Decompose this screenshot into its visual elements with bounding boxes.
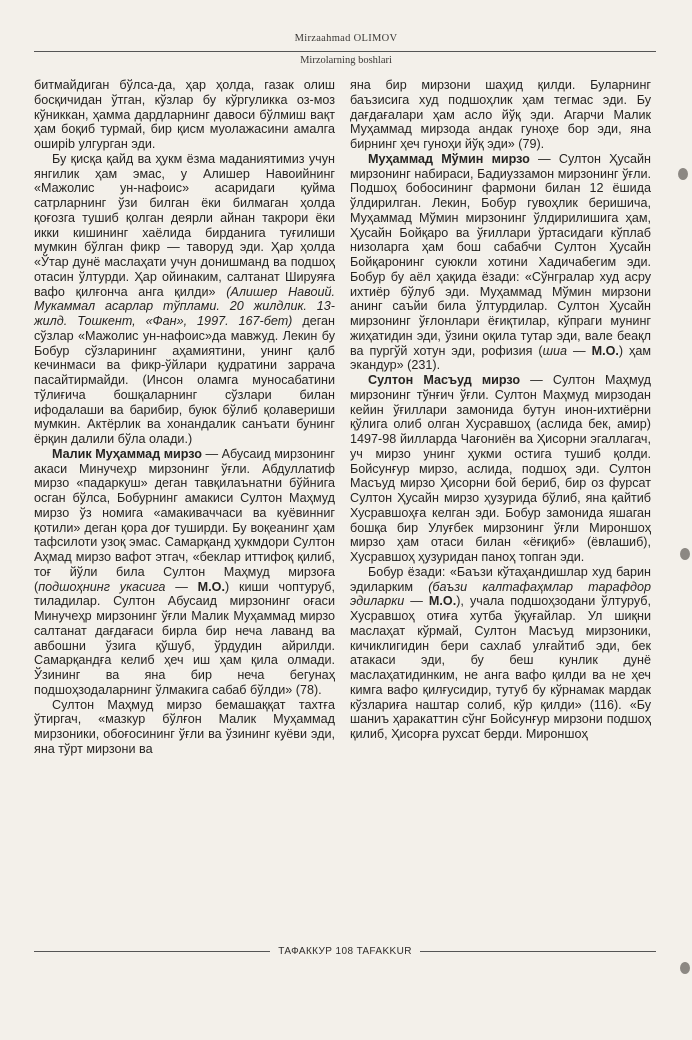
footer-rule-left: [34, 951, 270, 952]
citation: (Алишер Навоий. Мукаммал асарлар тўплами. 20 жилдлик. 13-жилд. Тошкент, «Фан», 1997. 167-бет): [34, 284, 335, 328]
page-number: ТАФАККУР 108 TAFAKKUR: [278, 945, 412, 957]
paragraph: яна бир мирзони шаҳид қилди. Буларнинг баъзисига худ подшоҳлик ҳам тегмас эди. Бу дағдағалари ҳам асло йўқ эди. Агарчи Малик Муҳаммад мирзода андак гуноҳе бор эди, яна бирнинг ҳеч гуноҳи йўқ эди» (79).: [350, 78, 651, 151]
paragraph: Султон Маҳмуд мирзо бемашаққат тахтға ўтиргач, «мазкур бўлғон Малик Муҳаммад мирзоники, обоғосининг ўғли ва ўзининг куёви эди, яна тўрт мирзони ва: [34, 697, 335, 756]
entry-heading: Малик Муҳаммад мирзо: [52, 446, 202, 461]
paragraph: Малик Муҳаммад мирзо — Абусаид мирзонинг акаси Минучеҳр мирзонинг ўғли. Абдуллатиф мирзо «падаркуш» деган тавқилаънатни бўйнига осган бўлса, Бобурнинг амакиси Султон Маҳмуд мирзо ўз номига «амакиваччаси ва куёвинниг қотили» деган қора доғ туширди. Бу воқеанинг ҳам тафсилоти узоқ эмас. Самарқанд ҳукмдори Султон Аҳмад мирзо вафот этгач, «беклар иттифоқ қилиб, тоғ йўли била Султон Маҳмуд мирзоға (подшоҳнинг укасига — М.О.) киши чоптуруб, тиладилар. Султон Абусаид мирзонинг оғаси Минучеҳр мирзонинг ўғли Малик Муҳаммад мирзо салтанат дағдағаси бирла бир неча лаванд ва авбошни ўзига қўшуб, ўрдудин айрилди. Самарқандға келиб ҳеч иш ҳам қила олмади. Ўзининг ва яна бир неча бегунаҳ подшоҳзодаларнинг ўлмакига сабаб бўлди» (78).: [34, 446, 335, 697]
author-initials: М.О.: [197, 579, 225, 594]
running-header-section: Mirzolarning boshlari: [300, 55, 392, 66]
paragraph: Муҳаммад Мўмин мирзо — Султон Ҳусайн мирзонинг набираси, Бадиуззамон мирзонинг ўғли. Подшоҳ бобосининг фармони билан 12 ёшида ўлдирилган. Лекин, Бобур гувоҳлик беришича, Муҳаммад Мўмин мирзонинг ўлдирилишига ҳам, Ҳусайн Бойқаро ва ўғиллари ўртасидаги кўплаб низоларга ҳам бош сабабчи Султон Ҳусайн Бойқаронинг суюкли хотини Хадичабегим эди. Бобур бу аёл ҳақида ёзади: «Сўнгралар худ асру ихтиёр бўлуб эди. Муҳаммад Мўмин мирзони анинг саъйи била ўлтурдилар. Султон Ҳусайн мирзонинг ўғлонлари ёғиқтилар, кўпраги мунинг жиҳатидин эди, ўзини оқила тутар эди, вале беақл ва пургўй хотун эди, рофизия (шиа — М.О.) ҳам экандур» (231).: [350, 151, 651, 373]
author-initials: М.О.: [591, 343, 619, 358]
left-column: [34, 78, 335, 757]
footer-rule-right: [420, 951, 656, 952]
inline-gloss: подшоҳнинг укасига: [38, 579, 166, 594]
punch-hole-mark: [678, 168, 688, 180]
paragraph: битмайдиган бўлса-да, ҳар ҳолда, газак олиш босқичидан ўтган, кўзлар бу кўргуликка оз-моз кўниккан, ҳамма дардларнинг давоси бўлмиш вақт ҳам боқиб турмай, бир қисм муолажасини амалга оширib улгурган эди.: [34, 78, 335, 151]
running-header-author: Mirzaahmad OLIMOV: [294, 33, 398, 44]
paragraph: Бобур ёзади: «Баъзи кўтаҳандишлар худ барин эдиларким (баъзи калтафаҳмлар тарафдор эдиларки — М.О.), учала подшоҳзодани ўлтуруб, Хусравшоҳ отиға хутба ўқуғайлар. Ул шиқни маслаҳат кўрмай, Султон Масъуд мирзоники, кичиклигидин бери сахлаб улғайтиб эди, бек атакаси эди, бу беш кунлик дунё маслаҳатидинким, не анга вафо қилди ва не ҳеч кимга вафо қилғусидир, тутуб бу кўрнамак мардак кўзлариға наштар солиб, кўр қилди» (116). «Бу шаниъ ҳаракаттин сўнг Бойсунғур мирзони подшоҳ қилиб, Ҳисорға рухсат берди. Мироншоҳ: [350, 564, 651, 741]
inline-gloss: шиа: [542, 343, 568, 358]
entry-heading: Султон Масъуд мирзо: [368, 373, 521, 387]
inline-gloss: (баъзи калтафаҳмлар тарафдор эдиларки: [350, 579, 651, 609]
paragraph: Султон Масъуд мирзо — Султон Маҳмуд мирзонинг тўнғич ўғли. Султон Маҳмуд мирзодан кейин ўғиллари замонида бутун инон-ихтиёрни қўлига олиб олган Хусравшоҳ (аслида бек, амир) 1497-98 йилларда Чағониён ва Ҳисорни эгаллагач, уч мирзо унинг ҳукми остига тушиб қолди. Бойсунғур мирзо, аслида, подшоҳ эди. Султон Масъуд мирзо Ҳисорни бой бериб, бир оз фурсат Султон Ҳусайн мирзо ҳузурида бўлиб, яна қайтиб Хусравшоҳға келган эди. Бобур замонида яшаган бошқа бир Улуғбек мирзонинг ўғли Мироншоҳ мирзо ҳам отаси билан «ёғиқиб» (ёвлашиб), Хусравшоҳ ҳузуридан паноҳ топган эди.: [350, 373, 651, 564]
punch-hole-mark: [680, 962, 690, 974]
punch-hole-mark: [680, 548, 690, 560]
paragraph: Бу қисқа қайд ва ҳукм ёзма маданиятимиз учун янгилик ҳам эмас, у Алишер Навоийнинг «Мажолис ун-нафоис» асаридаги қуйма сатрларнинг ўзи билган ёки билмаган ҳолда қоғозга тушиб қолган деярли айнан такрори ёки икки кишининг хаёлида бирданига туғилиши мумкин бўлган фикр — таворуд эди. Ҳар ҳолда «Ўтар дунё маслаҳати учун донишманд ва подшоҳ отасин ўлтурди. Ҳар ойинаким, салтанат Шируяға вафо қилғонча анга қилди» (Алишер Навоий. Мукаммал асарлар тўплами. 20 жилдлик. 13-жилд. Тошкент, «Фан», 1997. 167-бет) деган сўзлар «Мажолис ун-нафоис»да мавжуд. Лекин бу Бобур сўзларининг аҳамиятини, унинг қалб кечинмаси ва фикр-ўйлари қудратини заррача пасайтирмайди. (Инсон оламга муносабатини тўлиғича бошқаларнинг сўзлари билан ифодалаши ва барибир, буюк бўлиб қолавериши мумкин. Актёрлик ва хонандалик санъати бунинг ёрқин далили бўла олади.): [34, 151, 335, 446]
entry-heading: Муҳаммад Мўмин мирзо: [368, 151, 530, 166]
right-column: [350, 78, 651, 742]
page-footer: [34, 944, 656, 958]
header-rule: [34, 51, 656, 52]
author-initials: М.О.: [428, 594, 457, 609]
